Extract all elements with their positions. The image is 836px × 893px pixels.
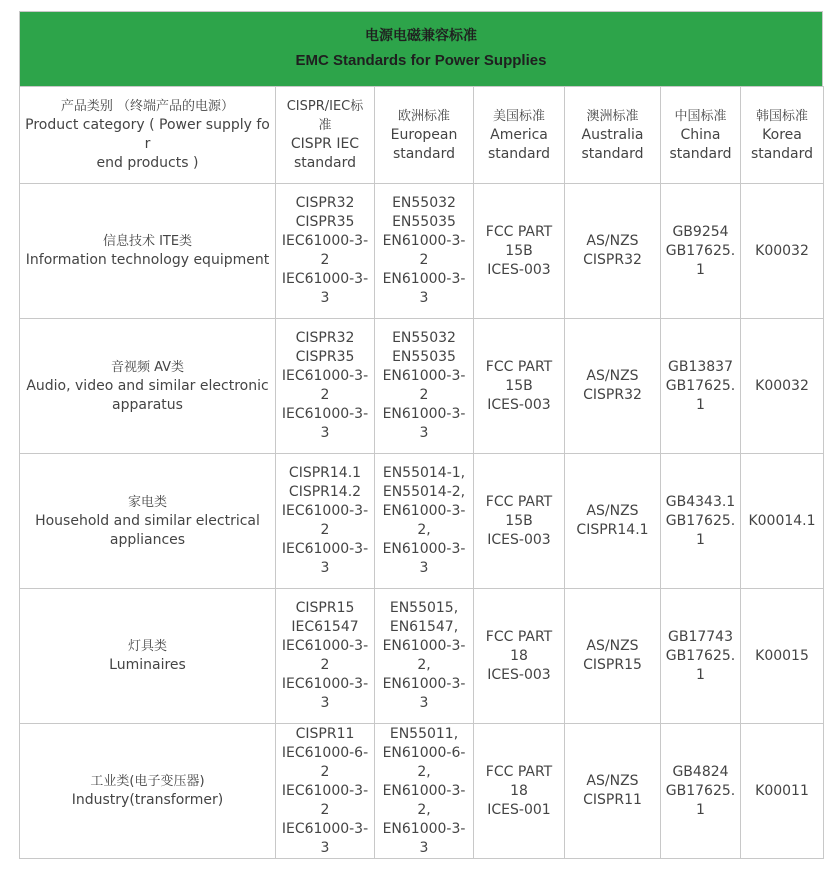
cell-line: 1: [696, 801, 705, 818]
cell-line: EN55035: [392, 214, 456, 230]
cell-line: 2: [320, 387, 330, 403]
table-row: [20, 589, 824, 724]
cell-line: EN61000-3-: [382, 406, 466, 422]
cell-line: 15B: [505, 242, 533, 259]
cell-line: IEC61000-3-: [281, 676, 369, 692]
cell-line: standard: [581, 145, 644, 162]
cell-cispr-iec: [276, 184, 375, 319]
cell-line: FCC PART: [485, 628, 553, 645]
cell-line: 1: [696, 666, 705, 683]
cell-line: standard: [669, 145, 732, 162]
cell-line: K00032: [755, 377, 809, 394]
cell-line: ICES-003: [487, 666, 551, 683]
cell-line: EN61000-3-: [382, 271, 466, 287]
cell-line: GB9254: [672, 223, 729, 240]
cell-line: 家电类: [127, 494, 167, 510]
cell-line: EN61000-3-: [382, 820, 466, 837]
standards-table: [19, 86, 824, 859]
header-product-category: [20, 87, 276, 184]
cell-line: AS/NZS: [586, 503, 639, 519]
cell-line: 2: [320, 657, 330, 673]
cell-european: [375, 724, 474, 859]
cell-line: standard: [392, 145, 456, 162]
cell-line: CISPR15: [583, 657, 642, 673]
cell-line: 2: [320, 763, 330, 780]
cell-product-category: [20, 454, 276, 589]
cell-line: 2: [320, 252, 330, 268]
cell-korea: [741, 184, 824, 319]
cell-line: ICES-003: [487, 531, 551, 548]
cell-line: EN61547,: [389, 619, 459, 635]
cell-line: ICES-001: [487, 801, 551, 818]
cell-line: FCC PART: [485, 763, 553, 780]
header-australia: [565, 87, 661, 184]
cell-line: EN61000-3-: [382, 676, 466, 692]
cell-america: [474, 454, 565, 589]
cell-line: 1: [696, 531, 705, 548]
cell-line: IEC61000-3-: [281, 503, 369, 519]
cell-china: [661, 319, 741, 454]
cell-line: 信息技术 ITE类: [102, 234, 193, 249]
cell-european: [375, 454, 474, 589]
cell-china: [661, 184, 741, 319]
cell-product-category: [20, 319, 276, 454]
cell-line: Australia: [581, 126, 644, 143]
cell-line: 3: [320, 560, 330, 576]
table-row: [20, 724, 824, 859]
cell-line: 韩国标准: [755, 108, 808, 124]
header-korea: [741, 87, 824, 184]
cell-product-category: [20, 184, 276, 319]
cell-line: ICES-003: [487, 261, 551, 278]
cell-line: CISPR14.1: [576, 522, 649, 538]
cell-line: China: [680, 126, 721, 143]
cell-cispr-iec: [276, 724, 375, 859]
cell-line: GB4343.1: [665, 493, 736, 510]
cell-line: FCC PART: [485, 223, 553, 240]
cell-line: 3: [320, 839, 330, 856]
cell-european: [375, 184, 474, 319]
title-bar: [19, 11, 823, 86]
cell-line: EN55014-2,: [382, 484, 466, 500]
cell-line: 3: [320, 290, 330, 306]
cell-line: 2,: [417, 657, 431, 673]
cell-korea: [741, 454, 824, 589]
cell-line: standard: [487, 145, 551, 162]
cell-line: K00032: [755, 242, 809, 259]
cell-line: 3: [419, 695, 429, 711]
cell-line: EN61000-3-: [382, 368, 466, 384]
cell-line: IEC61000-3-: [281, 782, 369, 799]
cell-line: AS/NZS: [586, 233, 639, 249]
cell-european: [375, 589, 474, 724]
header-row: [20, 87, 824, 184]
title-english: EMC Standards for Power Supplies: [295, 52, 547, 69]
cell-china: [661, 589, 741, 724]
cell-line: EN55015,: [389, 600, 459, 616]
cell-korea: [741, 724, 824, 859]
cell-line: GB17625.: [665, 647, 736, 664]
cell-line: IEC61000-3-: [281, 541, 369, 557]
table-row: [20, 319, 824, 454]
table-row: [20, 184, 824, 319]
cell-line: K00015: [755, 647, 809, 664]
cell-line: Industry(transformer): [71, 792, 224, 808]
cell-australia: [565, 454, 661, 589]
header-cispr-iec: [276, 87, 375, 184]
cell-line: EN55032: [392, 330, 456, 346]
cell-line: 产品类别 （终端产品的电源）: [60, 99, 235, 114]
cell-line: 3: [419, 425, 429, 441]
cell-line: 澳洲标准: [586, 108, 639, 124]
cell-line: 2,: [417, 522, 431, 538]
cell-line: EN55014-1,: [382, 465, 466, 481]
emc-standards-document: [19, 11, 823, 859]
cell-line: EN61000-3-: [382, 638, 466, 654]
cell-product-category: [20, 724, 276, 859]
cell-line: Audio, video and similar electronic: [26, 377, 269, 394]
cell-line: 18: [510, 782, 528, 799]
cell-line: 2,: [417, 801, 431, 818]
cell-cispr-iec: [276, 589, 375, 724]
cell-line: apparatus: [112, 396, 183, 413]
cell-line: GB13837: [668, 358, 733, 375]
cell-line: IEC61000-3-: [281, 271, 369, 287]
cell-line: 3: [320, 695, 330, 711]
cell-line: Product category ( Power supply for: [25, 117, 270, 152]
cell-line: IEC61547: [291, 619, 359, 635]
table-row: [20, 454, 824, 589]
cell-line: EN61000-6-: [382, 744, 466, 761]
title-chinese: 电源电磁兼容标准: [365, 28, 477, 44]
cell-america: [474, 724, 565, 859]
cell-line: IEC61000-3-: [281, 638, 369, 654]
cell-line: European: [390, 126, 458, 143]
cell-line: GB4824: [672, 763, 729, 780]
cell-line: 1: [696, 396, 705, 413]
cell-line: 美国标准: [492, 108, 545, 124]
cell-cispr-iec: [276, 319, 375, 454]
cell-line: 3: [419, 560, 429, 576]
cell-line: AS/NZS: [586, 638, 639, 654]
cell-line: 15B: [505, 512, 533, 529]
cell-line: standard: [293, 155, 357, 171]
cell-line: 3: [419, 290, 429, 306]
cell-line: 15B: [505, 377, 533, 394]
cell-line: CISPR11: [295, 725, 355, 742]
cell-line: IEC61000-3-: [281, 820, 369, 837]
cell-line: EN55032: [392, 195, 456, 211]
cell-china: [661, 724, 741, 859]
cell-line: 2: [320, 522, 330, 538]
cell-america: [474, 319, 565, 454]
cell-korea: [741, 319, 824, 454]
cell-line: Luminaires: [109, 657, 186, 673]
cell-line: appliances: [109, 531, 186, 548]
cell-america: [474, 184, 565, 319]
cell-line: GB17625.: [665, 512, 736, 529]
cell-line: CISPR/IEC标: [286, 99, 364, 114]
cell-line: CISPR15: [295, 600, 355, 616]
cell-line: 1: [696, 261, 705, 278]
cell-china: [661, 454, 741, 589]
cell-line: standard: [750, 145, 814, 162]
cell-line: CISPR14.2: [288, 484, 362, 500]
cell-line: IEC61000-3-: [281, 406, 369, 422]
cell-line: GB17743: [668, 628, 733, 645]
cell-line: 音视频 AV类: [110, 359, 185, 375]
cell-line: CISPR14.1: [288, 465, 362, 481]
cell-line: 工业类(电子变压器): [90, 774, 205, 789]
cell-line: IEC61000-3-: [281, 233, 369, 249]
cell-australia: [565, 724, 661, 859]
cell-america: [474, 589, 565, 724]
cell-line: K00014.1: [748, 512, 816, 529]
cell-european: [375, 319, 474, 454]
cell-australia: [565, 319, 661, 454]
cell-line: AS/NZS: [586, 773, 639, 789]
header-european: [375, 87, 474, 184]
cell-line: IEC61000-6-: [281, 744, 369, 761]
cell-line: IEC61000-3-: [281, 368, 369, 384]
cell-line: FCC PART: [485, 493, 553, 510]
cell-line: CISPR32: [295, 195, 355, 211]
cell-line: 18: [510, 647, 528, 664]
cell-line: K00011: [755, 782, 809, 799]
cell-line: 2: [419, 252, 429, 268]
cell-line: 3: [419, 839, 429, 856]
cell-line: GB17625.: [665, 782, 736, 799]
cell-line: 3: [320, 425, 330, 441]
cell-line: CISPR35: [295, 214, 355, 230]
cell-line: 2: [419, 387, 429, 403]
cell-line: Korea: [762, 126, 802, 143]
cell-line: CISPR11: [583, 792, 642, 808]
cell-line: 2: [320, 801, 330, 818]
cell-line: 中国标准: [674, 108, 727, 124]
cell-line: EN61000-3-: [382, 233, 466, 249]
header-china: [661, 87, 741, 184]
cell-line: Information technology equipment: [25, 252, 270, 268]
cell-line: Household and similar electrical: [35, 512, 260, 529]
cell-line: CISPR32: [583, 252, 642, 268]
cell-line: ICES-003: [487, 396, 551, 413]
cell-line: 2,: [417, 763, 431, 780]
cell-cispr-iec: [276, 454, 375, 589]
cell-line: 灯具类: [127, 639, 167, 654]
cell-line: GB17625.: [665, 242, 736, 259]
cell-australia: [565, 184, 661, 319]
cell-line: CISPR32: [295, 330, 355, 346]
cell-korea: [741, 589, 824, 724]
header-america: [474, 87, 565, 184]
cell-line: GB17625.: [665, 377, 736, 394]
cell-line: AS/NZS: [586, 368, 639, 384]
cell-australia: [565, 589, 661, 724]
cell-line: FCC PART: [485, 358, 553, 375]
cell-line: CISPR IEC: [290, 136, 360, 152]
cell-line: EN55011,: [389, 725, 459, 742]
cell-line: EN55035: [392, 349, 456, 365]
cell-line: CISPR35: [295, 349, 355, 365]
cell-line: EN61000-3-: [382, 782, 466, 799]
cell-line: 准: [318, 118, 332, 133]
cell-line: EN61000-3-: [382, 503, 466, 519]
cell-line: 欧洲标准: [397, 108, 450, 124]
cell-line: end products ): [96, 155, 199, 171]
cell-line: America: [490, 126, 548, 143]
cell-line: EN61000-3-: [382, 541, 466, 557]
cell-product-category: [20, 589, 276, 724]
cell-line: CISPR32: [583, 387, 642, 403]
